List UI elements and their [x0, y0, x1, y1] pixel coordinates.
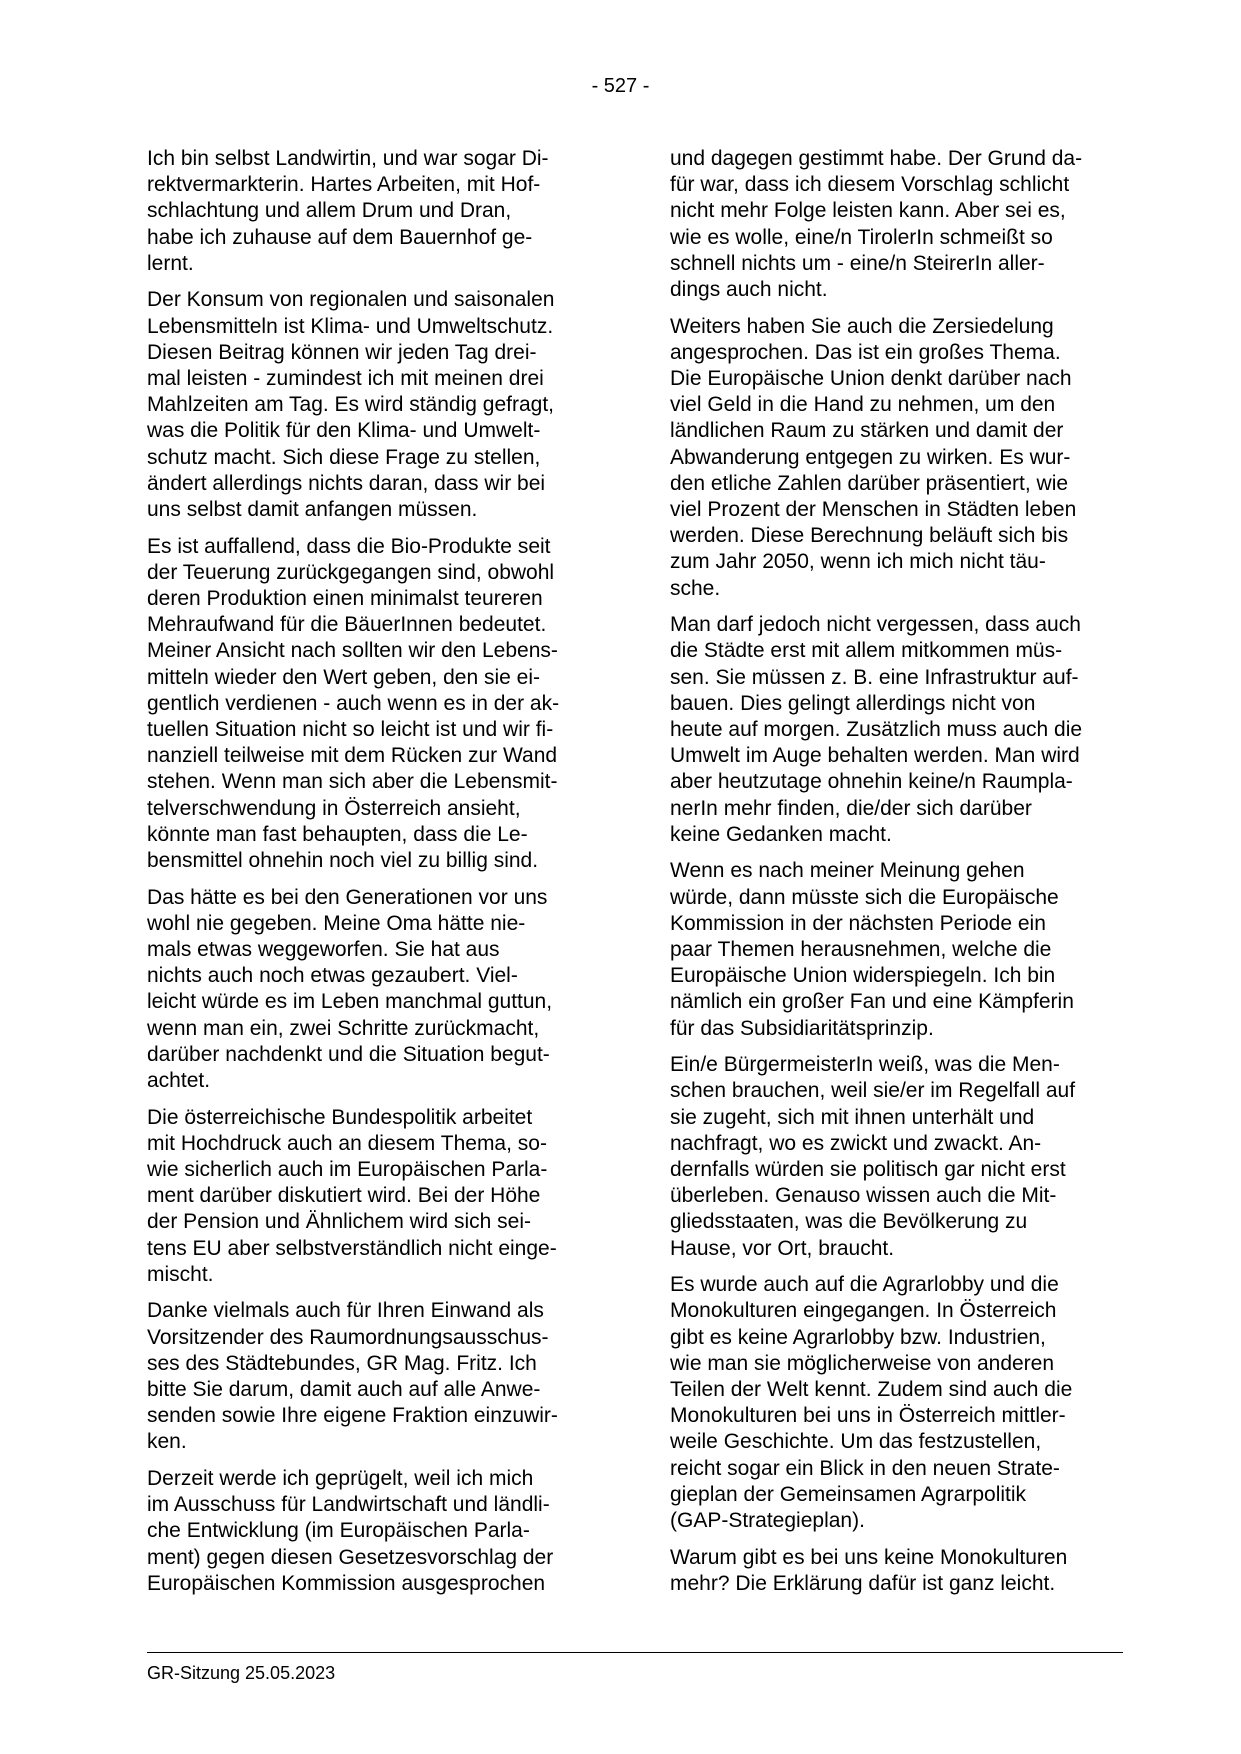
text-line: Vorsitzender des Raumordnungsausschus-: [147, 1325, 549, 1349]
text-line: tuellen Situation nicht so leicht ist und wir fi-: [147, 717, 554, 741]
text-line: deren Produktion einen minimalst teureren: [147, 587, 543, 610]
text-line: sie zugeht, sich mit ihnen unterhält und: [670, 1105, 1035, 1129]
text-line: bitte Sie darum, damit auch auf alle Anwe-: [147, 1377, 541, 1401]
text-line: nachfragt, wo es zwickt und zwackt. An-: [670, 1131, 1042, 1155]
text-line: che Entwicklung (im Europäischen Parla-: [147, 1519, 530, 1543]
text-line: mit Hochdruck auch an diesem Thema, so-: [147, 1131, 547, 1155]
paragraph: [670, 612, 1120, 848]
text-line: bensmittel ohnehin noch viel zu billig sind.: [147, 848, 539, 872]
text-line: stehen. Wenn man sich aber die Lebensmit-: [147, 770, 558, 794]
text-line: Kommission in der nächsten Periode ein: [670, 911, 1046, 935]
text-line: Monokulturen bei uns in Österreich mittler-: [670, 1404, 1066, 1428]
text-line: Diesen Beitrag können wir jeden Tag drei-: [147, 340, 537, 364]
text-line: Derzeit werde ich geprügelt, weil ich mich: [147, 1467, 534, 1490]
text-line: Es wurde auch auf die Agrarlobby und die: [670, 1273, 1059, 1297]
text-line: achtet.: [147, 1068, 211, 1092]
text-line: ändert allerdings nichts daran, dass wir bei: [147, 471, 546, 495]
text-line: Lebensmitteln ist Klima- und Umweltschutz.: [147, 314, 554, 338]
paragraph: [147, 146, 597, 277]
text-line: gentlich verdienen - auch wenn es in der ak-: [147, 691, 560, 715]
text-line: könnte man fast behaupten, dass die Le-: [147, 822, 528, 846]
text-line: Die Europäische Union denkt darüber nach: [670, 367, 1072, 390]
text-line: Meiner Ansicht nach sollten wir den Lebens-: [147, 639, 558, 663]
paragraph: [670, 146, 1120, 303]
text-line: angesprochen. Das ist ein großes Thema.: [670, 340, 1061, 364]
text-line: schnell nichts um - eine/n SteirerIn aller-: [670, 251, 1045, 275]
text-line: nanziell teilweise mit dem Rücken zur Wand: [147, 744, 558, 768]
text-line: Ich bin selbst Landwirtin, und war sogar Di-: [147, 147, 549, 170]
text-line: tens EU aber selbstverständlich nicht einge-: [147, 1236, 557, 1260]
text-line: ses des Städtebundes, GR Mag. Fritz. Ich: [147, 1351, 537, 1375]
text-line: dings auch nicht.: [670, 277, 828, 301]
paragraph: [670, 1272, 1120, 1534]
text-line: uns selbst damit anfangen müssen.: [147, 497, 478, 521]
text-line: aber heutzutage ohnehin keine/n Raumpla-: [670, 770, 1073, 794]
text-line: Europäische Union widerspiegeln. Ich bin: [670, 964, 1056, 988]
text-line: ment darüber diskutiert wird. Bei der Höhe: [147, 1184, 541, 1208]
paragraph: [147, 1466, 597, 1597]
text-line: habe ich zuhause auf dem Bauernhof ge-: [147, 225, 533, 249]
text-line: telverschwendung in Österreich ansieht,: [147, 796, 521, 820]
text-line: für war, dass ich diesem Vorschlag schlicht: [670, 173, 1070, 197]
paragraph: [147, 1105, 597, 1288]
text-line: Weiters haben Sie auch die Zersiedelung: [670, 314, 1054, 338]
text-line: wie man sie möglicherweise von anderen: [670, 1351, 1055, 1375]
text-line: viel Prozent der Menschen in Städten leben: [670, 497, 1077, 521]
text-line: Abwanderung entgegen zu wirken. Es wur-: [670, 445, 1071, 469]
text-line: heute auf morgen. Zusätzlich muss auch die: [670, 717, 1083, 741]
text-line: (GAP-Strategieplan).: [670, 1508, 865, 1532]
text-line: Mahlzeiten am Tag. Es wird ständig gefragt,: [147, 393, 554, 417]
text-line: bauen. Dies gelingt allerdings nicht von: [670, 691, 1036, 715]
text-line: Europäischen Kommission ausgesprochen: [147, 1571, 546, 1595]
text-line: ken.: [147, 1430, 187, 1454]
text-line: nämlich ein großer Fan und eine Kämpferin: [670, 990, 1074, 1014]
text-line: weile Geschichte. Um das festzustellen,: [670, 1430, 1042, 1454]
text-line: nicht mehr Folge leisten kann. Aber sei es,: [670, 199, 1066, 223]
text-line: reicht sogar ein Blick in den neuen Strate-: [670, 1456, 1060, 1480]
text-line: gieplan der Gemeinsamen Agrarpolitik: [670, 1482, 1027, 1506]
text-line: rektvermarkterin. Hartes Arbeiten, mit Hof-: [147, 173, 541, 197]
text-line: nichts auch noch etwas gezaubert. Viel-: [147, 964, 518, 988]
text-line: schen brauchen, weil sie/er im Regelfall auf: [670, 1079, 1076, 1103]
text-line: wie sicherlich auch im Europäischen Parla-: [147, 1157, 548, 1181]
text-line: Umwelt im Auge behalten werden. Man wird: [670, 744, 1080, 768]
text-line: ment) gegen diesen Gesetzesvorschlag der: [147, 1545, 554, 1569]
text-line: der Pension und Ähnlichem wird sich sei-: [147, 1210, 532, 1234]
footer-divider: [147, 1652, 1123, 1653]
text-line: zum Jahr 2050, wenn ich mich nicht täu-: [670, 550, 1046, 574]
text-line: Danke vielmals auch für Ihren Einwand als: [147, 1299, 544, 1323]
text-line: wohl nie gegeben. Meine Oma hätte nie-: [147, 911, 526, 935]
paragraph: [670, 1545, 1120, 1597]
text-line: darüber nachdenkt und die Situation begut-: [147, 1042, 550, 1066]
paragraph: [670, 314, 1120, 602]
text-line: mals etwas weggeworfen. Sie hat aus: [147, 937, 500, 961]
text-line: würde, dann müsste sich die Europäische: [670, 885, 1059, 909]
text-line: gliedsstaaten, was die Bevölkerung zu: [670, 1210, 1028, 1234]
text-line: Das hätte es bei den Generationen vor uns: [147, 885, 548, 909]
text-line: wie es wolle, eine/n TirolerIn schmeißt so: [670, 225, 1053, 249]
text-line: Mehraufwand für die BäuerInnen bedeutet.: [147, 613, 547, 637]
text-line: Hause, vor Ort, braucht.: [670, 1236, 895, 1260]
text-line: wenn man ein, zwei Schritte zurückmacht,: [147, 1016, 540, 1040]
text-line: Man darf jedoch nicht vergessen, dass auch: [670, 613, 1081, 637]
paragraph: [147, 1298, 597, 1455]
text-line: Teilen der Welt kennt. Zudem sind auch die: [670, 1377, 1073, 1401]
text-line: mal leisten - zumindest ich mit meinen drei: [147, 367, 544, 390]
text-line: leicht würde es im Leben manchmal guttun,: [147, 990, 553, 1014]
text-line: Die österreichische Bundespolitik arbeitet: [147, 1105, 533, 1129]
text-line: die Städte erst mit allem mitkommen müs-: [670, 639, 1063, 663]
footer-session-date: GR-Sitzung 25.05.2023: [147, 1663, 336, 1683]
paragraph: [147, 885, 597, 1095]
text-line: dernfalls würden sie politisch gar nicht erst: [670, 1157, 1066, 1181]
text-line: werden. Diese Berechnung beläuft sich bis: [670, 524, 1069, 548]
text-line: mischt.: [147, 1262, 214, 1286]
page-number: - 527 -: [591, 75, 650, 97]
text-line: keine Gedanken macht.: [670, 822, 892, 846]
paragraph: [147, 534, 597, 874]
text-line: sche.: [670, 576, 721, 600]
paragraph: [670, 1052, 1120, 1262]
text-line: für das Subsidiaritätsprinzip.: [670, 1016, 934, 1040]
text-line: mehr? Die Erklärung dafür ist ganz leicht.: [670, 1571, 1056, 1595]
text-line: Monokulturen eingegangen. In Österreich: [670, 1299, 1057, 1323]
text-line: ländlichen Raum zu stärken und damit der: [670, 419, 1064, 443]
text-line: den etliche Zahlen darüber präsentiert, wie: [670, 471, 1069, 495]
text-line: und dagegen gestimmt habe. Der Grund da-: [670, 147, 1083, 170]
paragraph: [147, 287, 597, 523]
text-line: Der Konsum von regionalen und saisonalen: [147, 288, 555, 312]
text-line: schutz macht. Sich diese Frage zu stellen,: [147, 445, 541, 469]
paragraph: [670, 858, 1120, 1041]
text-line: überleben. Genauso wissen auch die Mit-: [670, 1184, 1057, 1208]
text-line: gibt es keine Agrarlobby bzw. Industrien,: [670, 1325, 1046, 1349]
text-line: schlachtung und allem Drum und Dran,: [147, 199, 512, 223]
text-line: viel Geld in die Hand zu nehmen, um den: [670, 393, 1056, 417]
text-line: der Teuerung zurückgegangen sind, obwohl: [147, 560, 555, 584]
text-line: Wenn es nach meiner Meinung gehen: [670, 859, 1025, 883]
text-line: was die Politik für den Klima- und Umwelt-: [147, 419, 541, 443]
left-column: [147, 146, 597, 1607]
right-column: [670, 146, 1120, 1607]
text-line: nerIn mehr finden, die/der sich darüber: [670, 796, 1032, 820]
text-line: lernt.: [147, 251, 194, 275]
text-line: Ein/e BürgermeisterIn weiß, was die Men-: [670, 1053, 1060, 1077]
text-line: Es ist auffallend, dass die Bio-Produkte seit: [147, 534, 551, 558]
text-line: im Ausschuss für Landwirtschaft und ländli-: [147, 1493, 550, 1517]
text-line: sen. Sie müssen z. B. eine Infrastruktur auf-: [670, 665, 1079, 689]
text-line: senden sowie Ihre eigene Fraktion einzuwir-: [147, 1404, 558, 1428]
text-line: Warum gibt es bei uns keine Monokulturen: [670, 1545, 1068, 1569]
text-line: mitteln wieder den Wert geben, den sie ei-: [147, 665, 540, 689]
text-line: paar Themen herausnehmen, welche die: [670, 937, 1052, 961]
